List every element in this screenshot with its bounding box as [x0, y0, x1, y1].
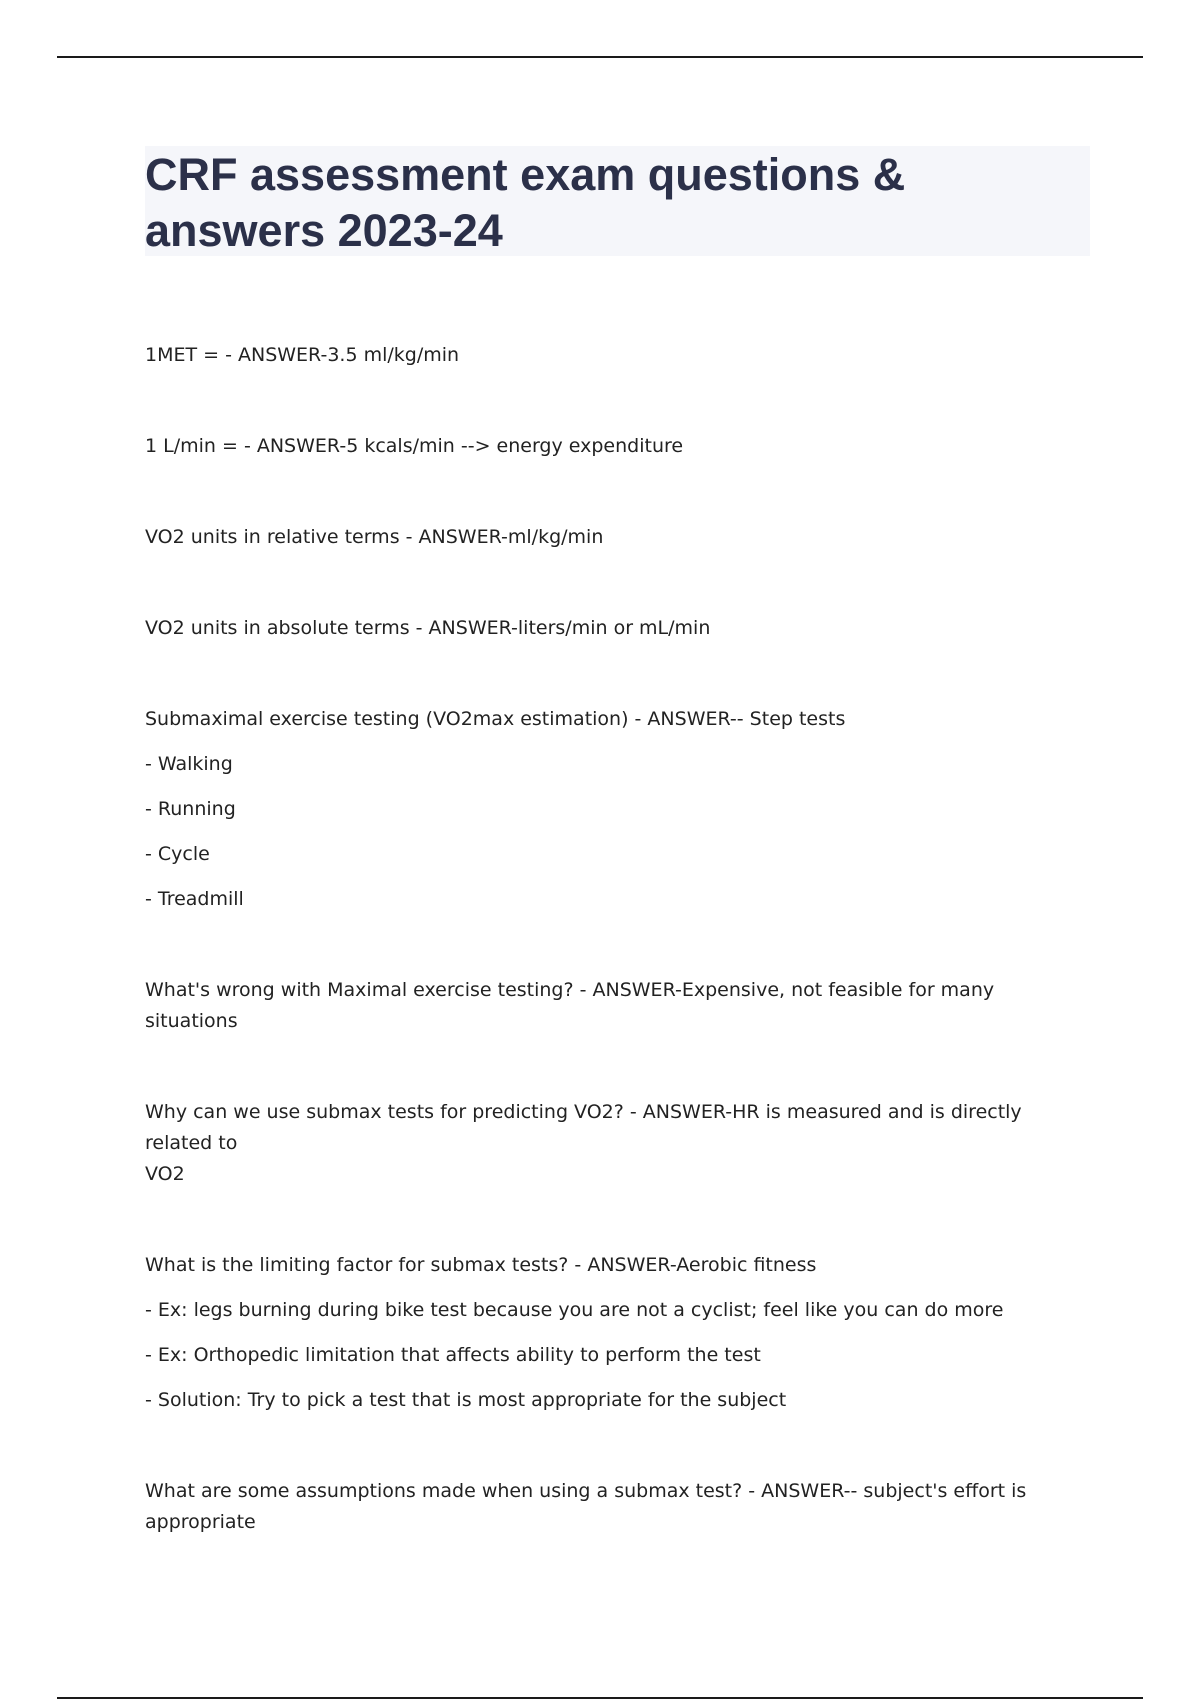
qa-text: What's wrong with Maximal exercise testing? - ANSWER-Expensive, not feasible for many situations	[145, 979, 995, 1032]
qa-text: Why can we use submax tests for predicting VO2? - ANSWER-HR is measured and is directly related to	[145, 1101, 1022, 1154]
qa-text: Submaximal exercise testing (VO2max estimation) - ANSWER-- Step tests	[145, 708, 846, 730]
qa-subpoint: - Ex: legs burning during bike test because you are not a cyclist; feel like you can do more	[145, 1299, 1004, 1321]
qa-text: What are some assumptions made when using a submax test? - ANSWER-- subject's effort is appropriate	[145, 1480, 1027, 1533]
qa-subpoint: - Treadmill	[145, 888, 244, 910]
qa-item	[145, 522, 1090, 553]
title-banner	[145, 146, 1090, 256]
title-line-1: CRF assessment exam questions &	[145, 149, 906, 200]
qa-item	[145, 1250, 1090, 1416]
qa-item	[145, 1476, 1090, 1538]
qa-item	[145, 975, 1090, 1037]
qa-text: 1 L/min = - ANSWER-5 kcals/min --> energy expenditure	[145, 435, 684, 457]
qa-subpoint: - Solution: Try to pick a test that is most appropriate for the subject	[145, 1389, 787, 1411]
qa-item	[145, 340, 1090, 371]
qa-text: VO2 units in relative terms - ANSWER-ml/kg/min	[145, 526, 604, 548]
title-line-2: answers 2023-24	[145, 205, 503, 256]
qa-subpoint: - Walking	[145, 753, 233, 775]
document-title	[145, 147, 1090, 259]
qa-subpoint: - Running	[145, 798, 236, 820]
qa-item	[145, 1097, 1090, 1190]
qa-list	[145, 340, 1090, 1598]
header-rule	[57, 56, 1143, 58]
qa-item	[145, 431, 1090, 462]
qa-item	[145, 704, 1090, 915]
qa-text-continued: VO2	[145, 1163, 185, 1185]
qa-text: VO2 units in absolute terms - ANSWER-liters/min or mL/min	[145, 617, 711, 639]
footer-rule	[57, 1697, 1143, 1699]
qa-subpoint: - Ex: Orthopedic limitation that affects ability to perform the test	[145, 1344, 761, 1366]
qa-text: 1MET = - ANSWER-3.5 ml/kg/min	[145, 344, 460, 366]
qa-item	[145, 613, 1090, 644]
qa-subpoint: - Cycle	[145, 843, 210, 865]
qa-text: What is the limiting factor for submax tests? - ANSWER-Aerobic fitness	[145, 1254, 817, 1276]
